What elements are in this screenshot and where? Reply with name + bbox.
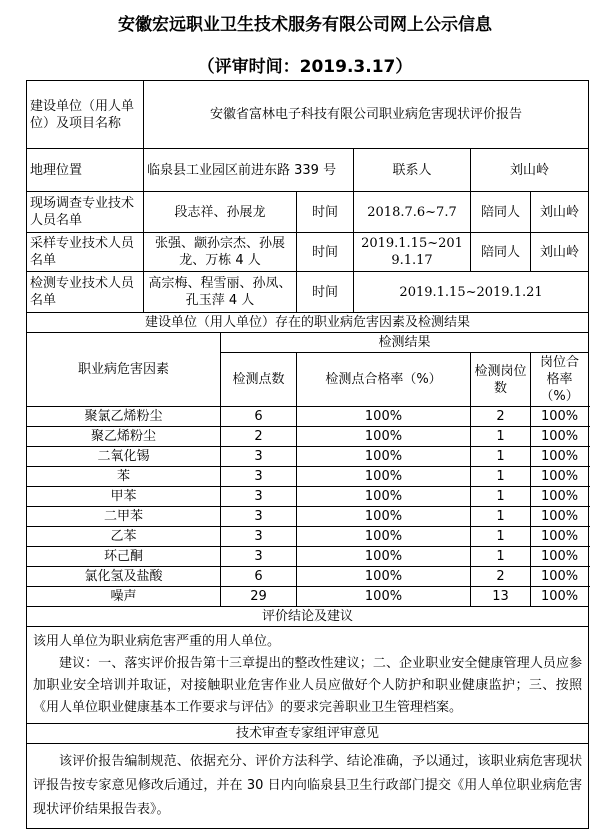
factor-cell: 二氧化锡 <box>27 447 221 467</box>
col-point-rate-header: 检测点合格率（%） <box>297 353 471 407</box>
col-points-header: 检测点数 <box>221 353 297 407</box>
results-header-row <box>27 333 589 353</box>
unit-value: 安徽省富林电子科技有限公司职业病危害现状评价报告 <box>144 81 589 149</box>
sampling-value: 张强、颛孙宗杰、孙展龙、万栋 4 人 <box>144 233 297 272</box>
points-cell: 29 <box>221 587 297 607</box>
factor-cell: 聚乙烯粉尘 <box>27 427 221 447</box>
sampling-escort-label: 陪同人 <box>471 233 531 272</box>
posts-cell: 2 <box>471 407 531 427</box>
factor-header: 职业病危害因素 <box>27 333 221 407</box>
conclusion-suggestion: 建议：一、落实评价报告第十三章提出的整改性建议；二、企业职业安全健康管理人员应参加职业安全培训并取证，对接触职业危害作业人员应做好个人防护和职业健康监护；三、按照《用人单位职业健康基本工作要求与评估》的要求完善职业卫生管理档案。 <box>33 656 583 715</box>
post-rate-cell: 100% <box>531 467 589 487</box>
posts-cell: 1 <box>471 447 531 467</box>
posts-cell: 2 <box>471 567 531 587</box>
col-post-rate-header: 岗位合格率（%） <box>531 353 589 407</box>
location-row <box>27 149 589 192</box>
point-rate-cell: 100% <box>297 587 471 607</box>
point-rate-cell: 100% <box>297 427 471 447</box>
table-row <box>27 487 589 507</box>
table-row <box>27 507 589 527</box>
survey-row <box>27 192 589 233</box>
unit-label: 建设单位（用人单位）及项目名称 <box>27 81 144 149</box>
survey-time-value: 2018.7.6~7.7 <box>354 192 471 233</box>
sampling-time-label: 时间 <box>297 233 354 272</box>
review-time: （评审时间：2019.3.17） <box>197 57 413 77</box>
contact-value: 刘山岭 <box>471 149 589 192</box>
factor-cell: 环己酮 <box>27 547 221 567</box>
factor-cell: 氯化氢及盐酸 <box>27 567 221 587</box>
post-rate-cell: 100% <box>531 487 589 507</box>
results-title-row <box>27 313 589 333</box>
posts-cell: 1 <box>471 507 531 527</box>
post-rate-cell: 100% <box>531 447 589 467</box>
table-row <box>27 427 589 447</box>
posts-cell: 1 <box>471 527 531 547</box>
sampling-row <box>27 233 589 272</box>
survey-time-label: 时间 <box>297 192 354 233</box>
survey-escort-label: 陪同人 <box>471 192 531 233</box>
factor-cell: 噪声 <box>27 587 221 607</box>
points-cell: 6 <box>221 567 297 587</box>
table-row <box>27 407 589 427</box>
conclusion-title-row <box>27 607 589 627</box>
post-rate-cell: 100% <box>531 427 589 447</box>
testing-row <box>27 272 589 313</box>
review-row <box>27 744 589 829</box>
table-row <box>27 567 589 587</box>
post-rate-cell: 100% <box>531 407 589 427</box>
conclusion-row <box>27 627 589 724</box>
post-rate-cell: 100% <box>531 567 589 587</box>
factor-cell: 甲苯 <box>27 487 221 507</box>
points-cell: 3 <box>221 507 297 527</box>
factor-cell: 苯 <box>27 467 221 487</box>
point-rate-cell: 100% <box>297 567 471 587</box>
points-cell: 6 <box>221 407 297 427</box>
contact-label: 联系人 <box>354 149 471 192</box>
post-rate-cell: 100% <box>531 527 589 547</box>
factor-cell: 二甲苯 <box>27 507 221 527</box>
review-title-row <box>27 724 589 744</box>
conclusion-text: 该用人单位为职业病危害严重的用人单位。 <box>33 634 281 649</box>
point-rate-cell: 100% <box>297 527 471 547</box>
points-cell: 3 <box>221 527 297 547</box>
testing-time-value: 2019.1.15~2019.1.21 <box>354 272 589 313</box>
posts-cell: 1 <box>471 487 531 507</box>
result-rows <box>27 407 589 607</box>
point-rate-cell: 100% <box>297 487 471 507</box>
location-label: 地理位置 <box>27 149 144 192</box>
survey-label: 现场调查专业技术人员名单 <box>27 192 144 233</box>
factor-cell: 乙苯 <box>27 527 221 547</box>
post-rate-cell: 100% <box>531 507 589 527</box>
col-posts-header: 检测岗位数 <box>471 353 531 407</box>
disclosure-table <box>26 80 589 829</box>
sampling-label: 采样专业技术人员名单 <box>27 233 144 272</box>
conclusion-body <box>27 627 589 724</box>
survey-value: 段志祥、孙展龙 <box>144 192 297 233</box>
table-row <box>27 547 589 567</box>
point-rate-cell: 100% <box>297 507 471 527</box>
table-row <box>27 447 589 467</box>
posts-cell: 13 <box>471 587 531 607</box>
results-section-title: 建设单位（用人单位）存在的职业病危害因素及检测结果 <box>27 313 589 333</box>
table-row <box>27 587 589 607</box>
points-cell: 3 <box>221 547 297 567</box>
points-cell: 3 <box>221 447 297 467</box>
posts-cell: 1 <box>471 467 531 487</box>
survey-escort-value: 刘山岭 <box>531 192 589 233</box>
sampling-escort-value: 刘山岭 <box>531 233 589 272</box>
points-cell: 3 <box>221 487 297 507</box>
points-cell: 2 <box>221 427 297 447</box>
points-cell: 3 <box>221 467 297 487</box>
factor-cell: 聚氯乙烯粉尘 <box>27 407 221 427</box>
point-rate-cell: 100% <box>297 447 471 467</box>
testing-time-label: 时间 <box>297 272 354 313</box>
point-rate-cell: 100% <box>297 407 471 427</box>
table-row <box>27 527 589 547</box>
point-rate-cell: 100% <box>297 467 471 487</box>
detection-results-header: 检测结果 <box>221 333 589 353</box>
posts-cell: 1 <box>471 427 531 447</box>
table-row <box>27 467 589 487</box>
post-rate-cell: 100% <box>531 587 589 607</box>
testing-label: 检测专业技术人员名单 <box>27 272 144 313</box>
conclusion-title: 评价结论及建议 <box>27 607 589 627</box>
sampling-time-value: 2019.1.15~2019.1.17 <box>354 233 471 272</box>
location-value: 临泉县工业园区前进东路 339 号 <box>144 149 354 192</box>
review-text: 该评价报告编制规范、依据充分、评价方法科学、结论准确，予以通过，该职业病危害现状评报告按专家意见修改后通过，并在 30 日内向临泉县卫生行政部门提交《用人单位职业病危害现状评价结果报告表》。 <box>27 744 589 829</box>
testing-value: 高宗梅、程雪丽、孙凤、孔玉萍 4 人 <box>144 272 297 313</box>
point-rate-cell: 100% <box>297 547 471 567</box>
page-title: 安徽宏远职业卫生技术服务有限公司网上公示信息 <box>118 15 492 35</box>
posts-cell: 1 <box>471 547 531 567</box>
post-rate-cell: 100% <box>531 547 589 567</box>
review-title: 技术审查专家组评审意见 <box>27 724 589 744</box>
unit-row <box>27 81 589 149</box>
